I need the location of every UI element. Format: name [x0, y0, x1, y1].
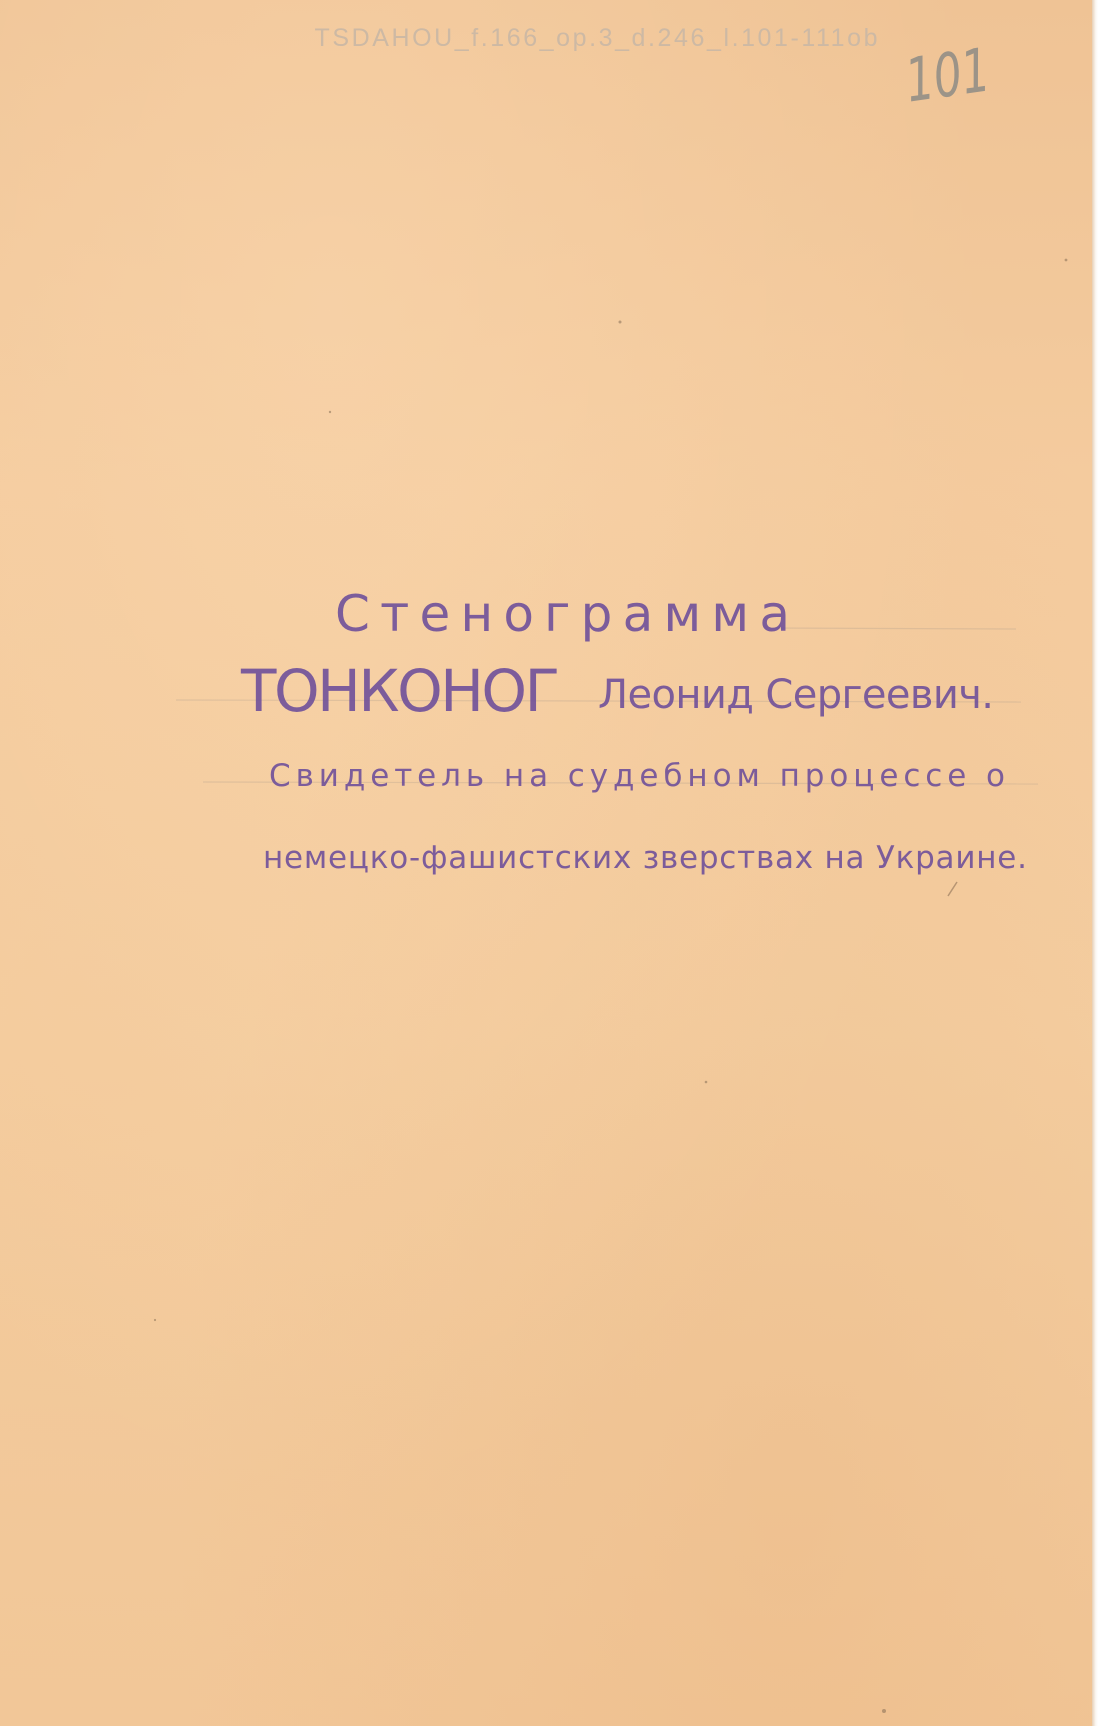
witness-role-line-1: Свидетель на судебном процессе о [269, 758, 1006, 794]
witness-surname: ТОНКОНОГ [241, 657, 560, 725]
witness-role-line-2: немецко-фашистских зверствах на Украине. [263, 840, 1027, 876]
paper-speck [1065, 259, 1068, 262]
paper-speck [882, 1709, 886, 1713]
paper-mark [948, 882, 957, 896]
paper-speck [705, 1081, 708, 1084]
paper-speck [154, 1319, 156, 1321]
paper-speck [619, 321, 622, 324]
witness-given-names: Леонид Сергеевич. [598, 672, 994, 718]
folio-number: 101 [901, 31, 1025, 117]
document-title: Стенограмма [335, 585, 790, 643]
ruled-line [769, 628, 1016, 629]
archive-watermark: TSDAHOU_f.166_op.3_d.246_l.101-111ob [314, 24, 878, 52]
paper-speck [329, 411, 331, 413]
